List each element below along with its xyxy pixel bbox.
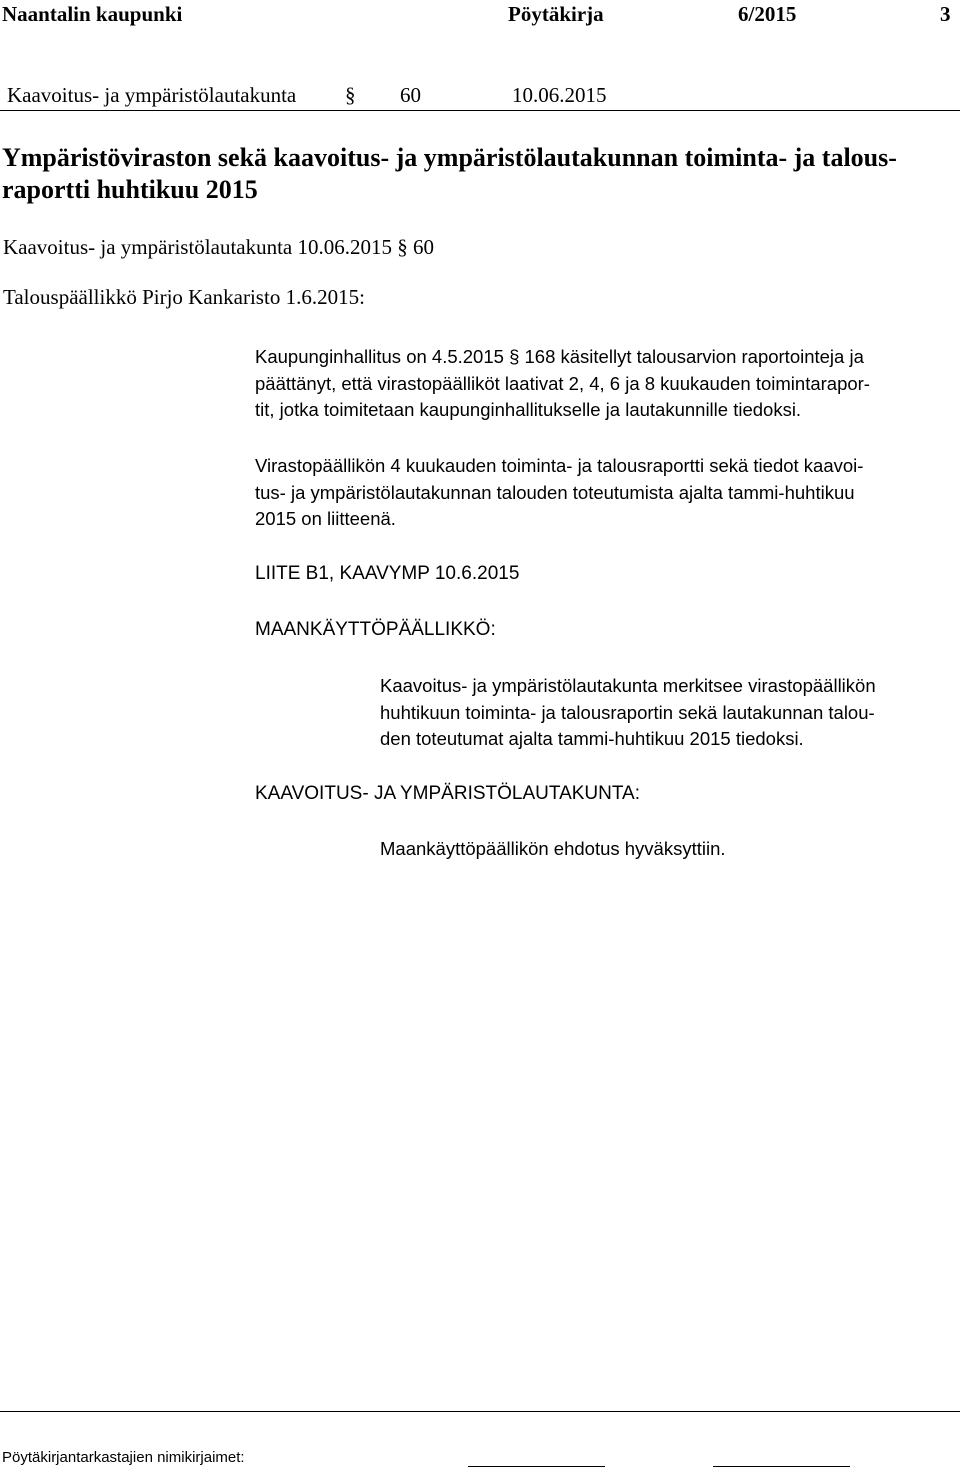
municipality-name: Naantalin kaupunki <box>2 2 183 26</box>
paragraph-line: Virastopäällikön 4 kuukauden toiminta- ja talousraportti sekä tiedot kaavoi- <box>255 455 864 476</box>
footer-divider <box>0 1411 960 1412</box>
proposal-text <box>380 673 955 753</box>
item-section-sign: § <box>397 235 408 259</box>
decision-text: Maankäyttöpäällikön ehdotus hyväksyttiin. <box>380 838 726 859</box>
paragraph-line: päättänyt, että virastopäälliköt laativat 2, 4, 6 ja 8 kuukauden toimintarapor- <box>255 372 870 394</box>
decision-label: KAAVOITUS- JA YMPÄRISTÖLAUTAKUNTA: <box>255 783 641 804</box>
item-presenter: Talouspäällikkö Pirjo Kankaristo 1.6.2015: <box>3 285 365 309</box>
meeting-body: Kaavoitus- ja ympäristölautakunta <box>7 83 297 107</box>
paragraph-line: tit, jotka toimitetaan kaupunginhallitukselle ja lautakunnille tiedoksi. <box>255 399 802 420</box>
proposal-line: Kaavoitus- ja ympäristölautakunta merkitsee virastopäällikön <box>380 675 876 696</box>
paragraph-text: 168 käsitellyt talousarvion raportointeja ja <box>524 346 864 367</box>
paragraph-line: 2015 on liitteenä. <box>255 508 396 529</box>
proposal-line: huhtikuun toiminta- ja talousraportin sekä lautakunnan talou- <box>380 701 875 723</box>
item-title-line1: Ympäristöviraston sekä kaavoitus- ja ympäristölautakunnan toiminta- ja talous- <box>2 143 897 172</box>
proposal-label: MAANKÄYTTÖPÄÄLLIKKÖ: <box>255 619 496 640</box>
paragraph-text: Kaupunginhallitus on 4.5.2015 <box>255 346 504 367</box>
header-divider <box>0 110 960 111</box>
initials-line-2 <box>713 1466 850 1467</box>
paragraph-line <box>255 344 955 371</box>
section-sign: § <box>345 83 356 107</box>
section-sign: § <box>509 346 520 367</box>
section-number: 60 <box>400 83 421 107</box>
initials-line-1 <box>468 1466 605 1467</box>
item-title-line2: raportti huhtikuu 2015 <box>2 175 258 204</box>
item-meeting-ref-text: Kaavoitus- ja ympäristölautakunta 10.06.2015 <box>3 235 393 259</box>
document-type: Pöytäkirja <box>508 2 604 26</box>
document-number: 6/2015 <box>738 2 797 26</box>
meeting-date: 10.06.2015 <box>512 83 607 107</box>
item-title <box>2 142 932 206</box>
page-number: 3 <box>940 2 951 26</box>
item-meeting-ref <box>3 235 434 260</box>
paragraph-background <box>255 344 955 424</box>
proposal-line: den toteutumat ajalta tammi-huhtikuu 2015 tiedoksi. <box>380 728 804 749</box>
attachment-reference: LIITE B1, KAAVYMP 10.6.2015 <box>255 563 520 584</box>
paragraph-line: tus- ja ympäristölautakunnan talouden toteutumista ajalta tammi-huhtikuu <box>255 481 855 503</box>
footer-initials-label: Pöytäkirjantarkastajien nimikirjaimet: <box>2 1449 245 1466</box>
paragraph-attachment-info <box>255 453 955 533</box>
item-section-number: 60 <box>413 235 435 259</box>
